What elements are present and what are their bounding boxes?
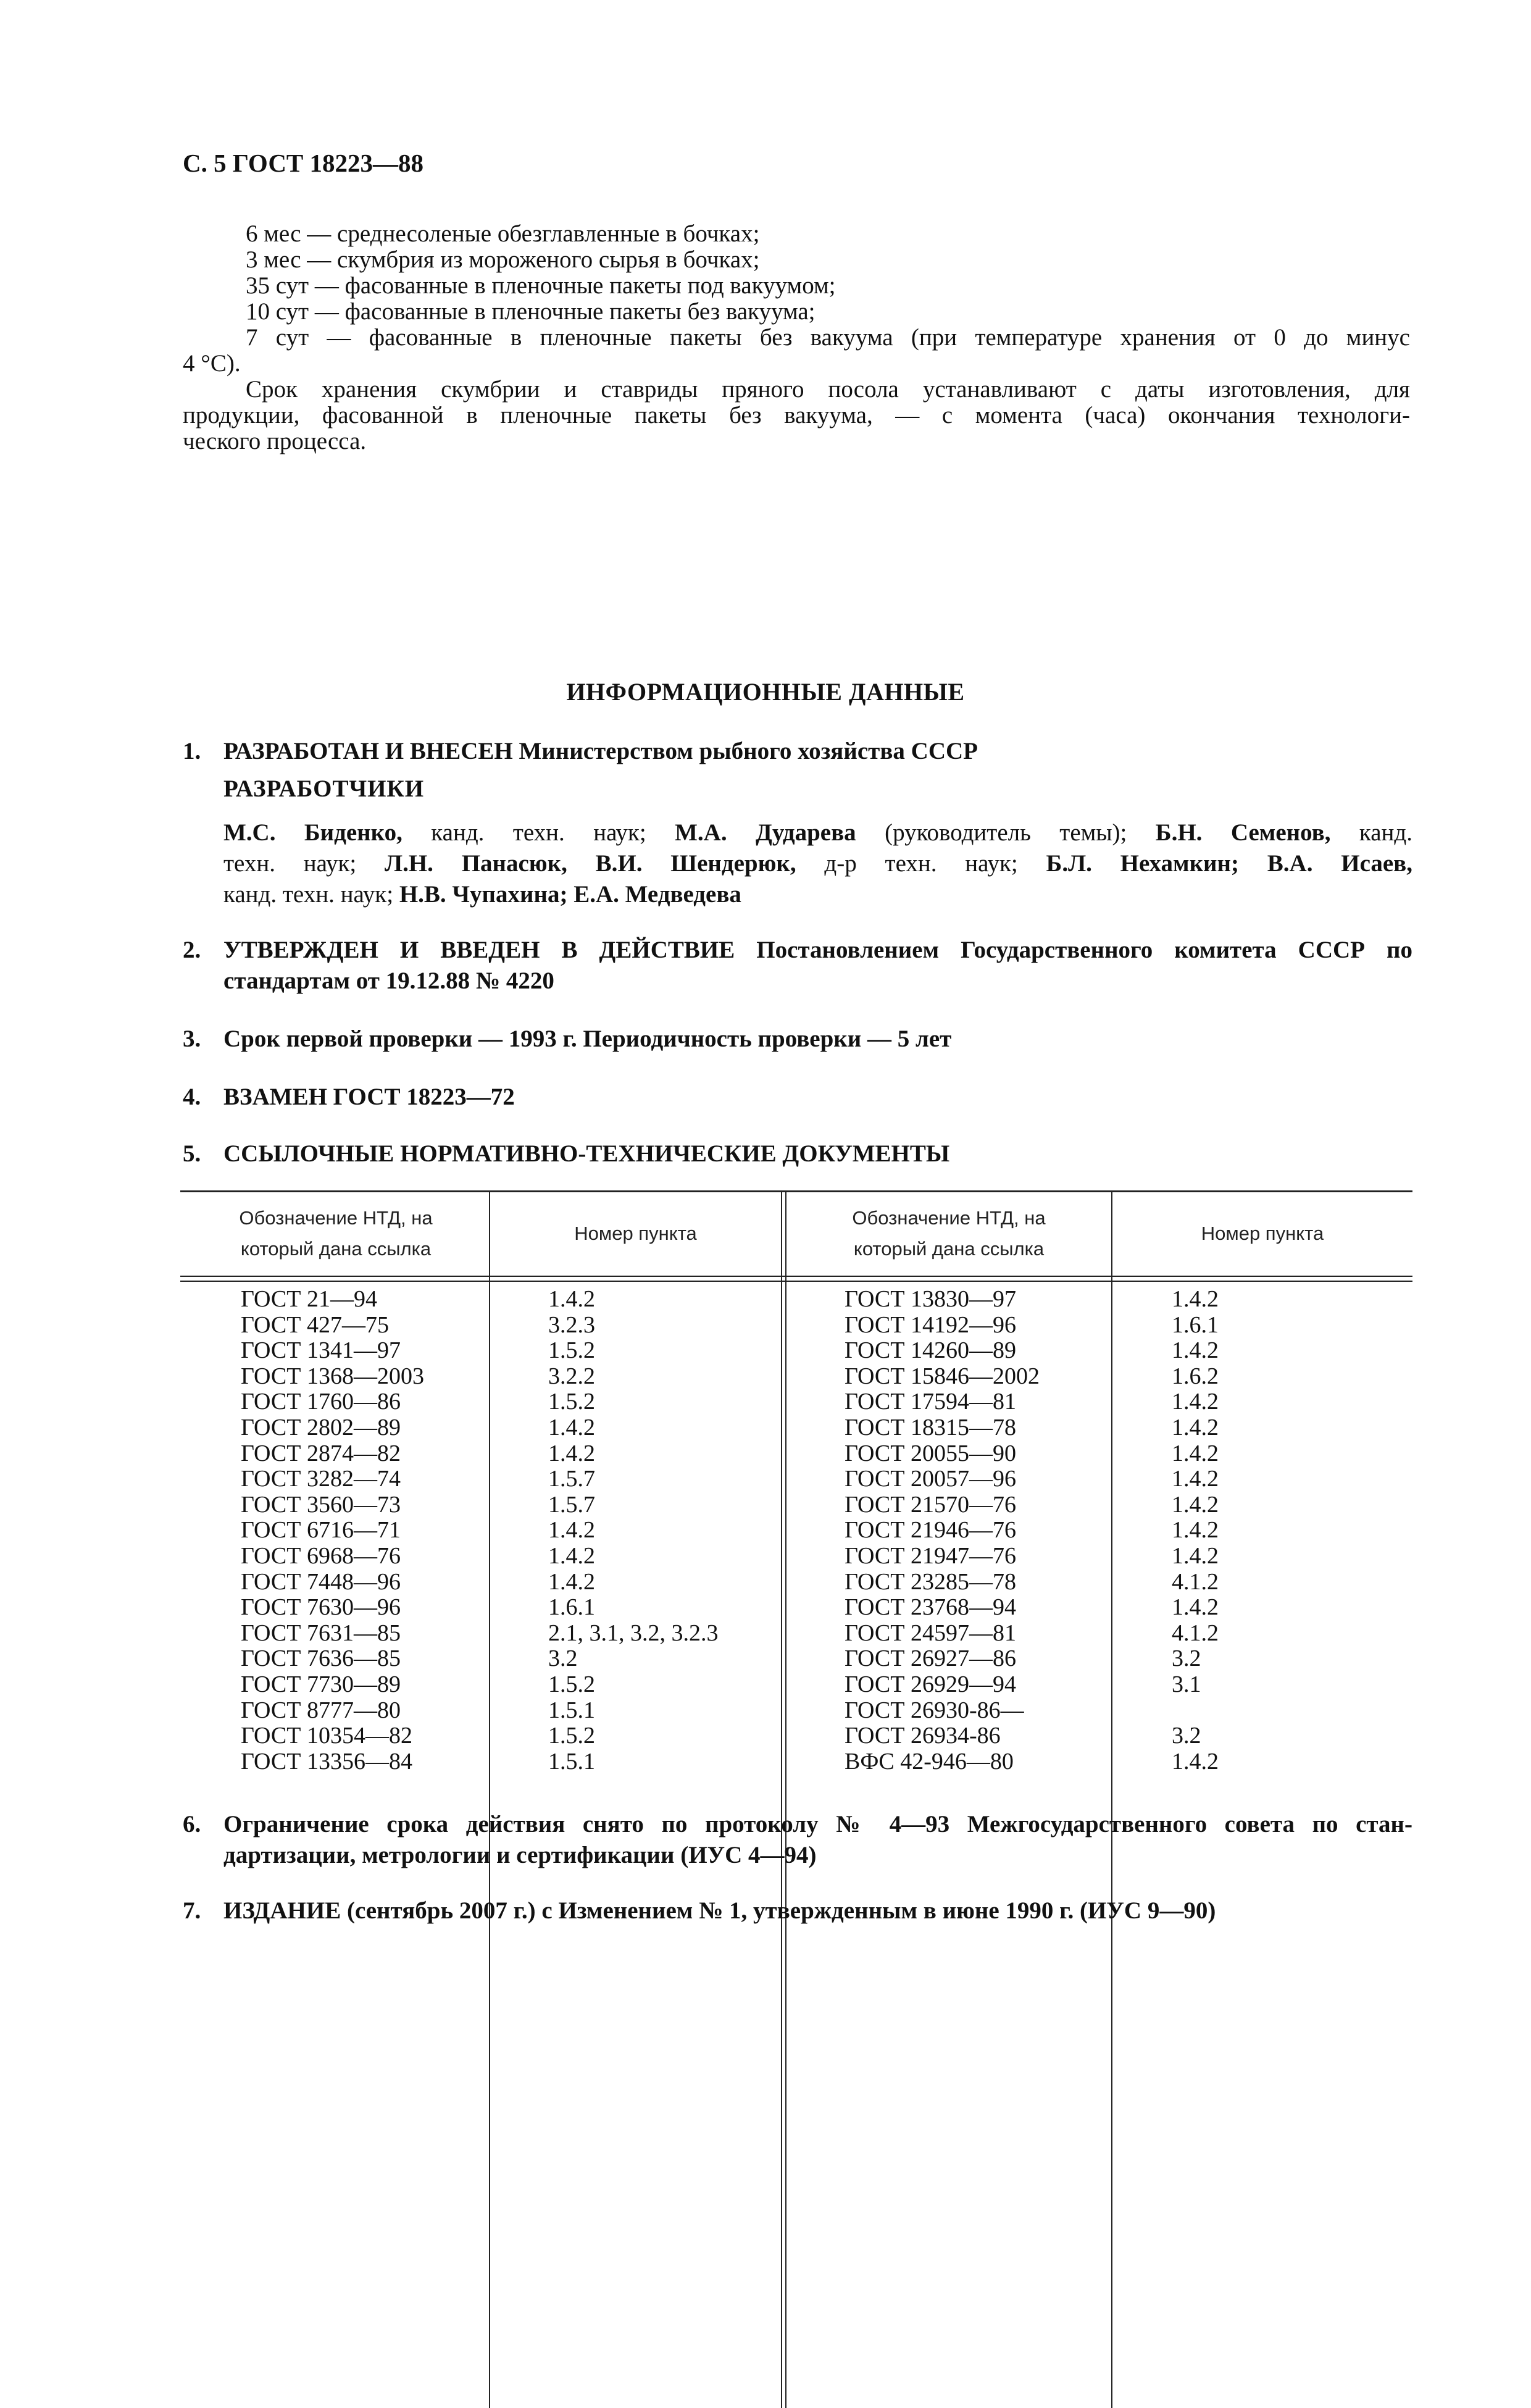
- table-clause-left: 1.5.1: [548, 1748, 595, 1775]
- table-clause-right: 1.6.1: [1172, 1311, 1219, 1338]
- developers-line: [223, 817, 1412, 848]
- table-clause-right: 4.1.2: [1172, 1620, 1219, 1646]
- developer-degree: д-р техн. наук;: [796, 850, 1046, 877]
- table-clause-right: 3.1: [1172, 1671, 1201, 1697]
- item-number: 5.: [183, 1140, 201, 1167]
- developer-name: Н.В. Чупахина; Е.А. Медведева: [399, 881, 741, 908]
- table-doc-left: ГОСТ 7630—96: [241, 1594, 401, 1621]
- table-doc-right: ГОСТ 26929—94: [845, 1671, 1016, 1697]
- item-text-line: УТВЕРЖДЕН И ВВЕДЕН В ДЕЙСТВИЕ Постановлением Государственного комитета СССР по: [223, 937, 1412, 963]
- storage-term: 35 сут — фасованные в пленочные пакеты под вакуумом;: [246, 272, 836, 299]
- table-doc-left: ГОСТ 10354—82: [241, 1723, 412, 1749]
- table-clause-left: 3.2.2: [548, 1363, 595, 1389]
- header-document: [786, 1203, 1111, 1265]
- header-clause: Номер пункта: [574, 1223, 697, 1244]
- table-doc-right: ВФС 42-946—80: [845, 1748, 1014, 1775]
- storage-term: 3 мес — скумбрия из мороженого сырья в бочках;: [246, 246, 760, 273]
- table-clause-right: 3.2: [1172, 1723, 1201, 1749]
- table-clause-right: 4.1.2: [1172, 1568, 1219, 1595]
- table-column-divider: [785, 1192, 786, 2408]
- storage-paragraph-line: Срок хранения скумбрии и ставриды пряного посола устанавливают с даты изготовления, для: [246, 376, 1410, 403]
- table-clause-right: 1.4.2: [1172, 1466, 1219, 1492]
- header-document-line: который дана ссылка: [240, 1238, 432, 1260]
- table-doc-left: ГОСТ 7730—89: [241, 1671, 401, 1697]
- item-text: [223, 1809, 1412, 1871]
- storage-paragraph-line: ческого процесса.: [183, 428, 367, 454]
- header-document: [183, 1203, 489, 1265]
- table-clause-left: 1.5.2: [548, 1671, 595, 1697]
- table-doc-left: ГОСТ 427—75: [241, 1311, 389, 1338]
- table-doc-right: ГОСТ 26927—86: [845, 1645, 1016, 1672]
- table-header-rule: [180, 1281, 1412, 1282]
- table-doc-right: ГОСТ 15846—2002: [845, 1363, 1040, 1389]
- table-clause-right: 1.4.2: [1172, 1594, 1219, 1621]
- table-doc-right: ГОСТ 17594—81: [845, 1389, 1016, 1415]
- table-clause-left: 1.4.2: [548, 1517, 595, 1544]
- developer-name: Л.Н. Панасюк, В.И. Шендерюк,: [385, 850, 796, 877]
- table-clause-left: 1.5.1: [548, 1697, 595, 1723]
- storage-term: 7 сут — фасованные в пленочные пакеты без вакуума (при температуре хранения от 0 до минус: [246, 324, 1410, 351]
- table-clause-right: 1.4.2: [1172, 1415, 1219, 1440]
- developer-name: Б.Л. Нехамкин; В.А. Исаев,: [1046, 850, 1412, 877]
- item-number: 4.: [183, 1084, 201, 1110]
- item-text-line: дартизации, метрологии и сертификации (ИУС 4—94): [223, 1842, 817, 1868]
- header-document-line: который дана ссылка: [853, 1238, 1045, 1260]
- item-text: ИЗДАНИЕ (сентябрь 2007 г.) с Изменением № 1, утвержденным в июне 1990 г. (ИУС 9—90): [223, 1897, 1216, 1924]
- table-doc-left: ГОСТ 3282—74: [241, 1466, 401, 1492]
- table-clause-right: 1.4.2: [1172, 1389, 1219, 1415]
- table-doc-left: ГОСТ 3560—73: [241, 1491, 401, 1518]
- table-doc-left: ГОСТ 8777—80: [241, 1697, 401, 1723]
- developer-name: Б.Н. Семенов,: [1155, 819, 1331, 846]
- developer-degree: (руководитель темы);: [856, 819, 1156, 846]
- developers-heading: РАЗРАБОТЧИКИ: [223, 775, 425, 802]
- developer-degree: техн. наук;: [223, 850, 385, 877]
- table-clause-left: 1.5.2: [548, 1723, 595, 1749]
- table-doc-right: ГОСТ 13830—97: [845, 1286, 1016, 1312]
- table-clause-right: 1.4.2: [1172, 1517, 1219, 1544]
- header-document-line: Обозначение НТД, на: [239, 1207, 433, 1229]
- item-text: ВЗАМЕН ГОСТ 18223—72: [223, 1084, 515, 1110]
- table-doc-left: ГОСТ 7631—85: [241, 1620, 401, 1646]
- item-text: [223, 935, 1412, 997]
- table-doc-right: ГОСТ 14192—96: [845, 1311, 1016, 1338]
- table-clause-left: 2.1, 3.1, 3.2, 3.2.3: [548, 1620, 719, 1646]
- storage-paragraph-line: продукции, фасованной в пленочные пакеты без вакуума, — с момента (часа) окончания технологи-: [183, 402, 1410, 429]
- table-doc-right: ГОСТ 21946—76: [845, 1517, 1016, 1544]
- item-text: ССЫЛОЧНЫЕ НОРМАТИВНО-ТЕХНИЧЕСКИЕ ДОКУМЕНТЫ: [223, 1140, 950, 1167]
- table-clause-right: 1.6.2: [1172, 1363, 1219, 1389]
- developers-line: [223, 879, 1412, 910]
- table-doc-left: ГОСТ 7448—96: [241, 1568, 401, 1595]
- storage-term: 6 мес — среднесоленые обезглавленные в бочках;: [246, 220, 760, 247]
- table-clause-left: 1.5.7: [548, 1466, 595, 1492]
- header-document-line: Обозначение НТД, на: [852, 1207, 1046, 1229]
- developer-degree: канд.: [1330, 819, 1413, 846]
- table-clause-left: 1.5.2: [548, 1389, 595, 1415]
- storage-term-continuation: 4 °С).: [183, 350, 241, 377]
- table-clause-left: 1.4.2: [548, 1543, 595, 1569]
- item-text: РАЗРАБОТАН И ВНЕСЕН Министерством рыбного хозяйства СССР: [223, 738, 978, 764]
- developers-list: [223, 817, 1412, 910]
- table-clause-right: 1.4.2: [1172, 1748, 1219, 1775]
- item-text-line: Ограничение срока действия снято по протоколу № 4—93 Межгосударственного совета по стан-: [223, 1811, 1412, 1837]
- table-doc-left: ГОСТ 13356—84: [241, 1748, 412, 1775]
- item-number: 2.: [183, 937, 201, 963]
- table-doc-right: ГОСТ 21947—76: [845, 1543, 1016, 1569]
- item-number: 7.: [183, 1897, 201, 1924]
- table-doc-right: ГОСТ 23285—78: [845, 1568, 1016, 1595]
- table-clause-right: 1.4.2: [1172, 1491, 1219, 1518]
- table-doc-left: ГОСТ 6716—71: [241, 1517, 401, 1544]
- table-doc-right: ГОСТ 21570—76: [845, 1491, 1016, 1518]
- developers-line: [223, 848, 1412, 879]
- table-clause-right: 1.4.2: [1172, 1543, 1219, 1569]
- developer-degree: канд. техн. наук;: [402, 819, 675, 846]
- table-clause-left: 1.4.2: [548, 1440, 595, 1466]
- table-doc-right: ГОСТ 24597—81: [845, 1620, 1016, 1646]
- table-clause-left: 1.6.1: [548, 1594, 595, 1621]
- table-clause-right: 1.4.2: [1172, 1337, 1219, 1364]
- header-clause: Номер пункта: [1201, 1223, 1324, 1244]
- storage-term: 10 сут — фасованные в пленочные пакеты без вакуума;: [246, 298, 816, 325]
- table-doc-right: ГОСТ 26930-86—: [845, 1697, 1024, 1723]
- table-doc-right: ГОСТ 26934-86: [845, 1723, 1001, 1749]
- table-column-divider: [1111, 1192, 1112, 2408]
- developer-degree: канд. техн. наук;: [223, 881, 399, 908]
- table-top-rule: [180, 1190, 1412, 1192]
- table-column-divider: [781, 1192, 782, 2408]
- table-doc-left: ГОСТ 2802—89: [241, 1415, 401, 1440]
- table-doc-right: ГОСТ 23768—94: [845, 1594, 1016, 1621]
- table-clause-right: 3.2: [1172, 1645, 1201, 1672]
- table-clause-left: 1.4.2: [548, 1415, 595, 1440]
- table-doc-right: ГОСТ 18315—78: [845, 1415, 1016, 1440]
- table-clause-left: 3.2.3: [548, 1311, 595, 1338]
- table-clause-right: 1.4.2: [1172, 1440, 1219, 1466]
- page-header: С. 5 ГОСТ 18223—88: [183, 149, 424, 177]
- item-number: 3.: [183, 1026, 201, 1052]
- table-clause-left: 1.4.2: [548, 1568, 595, 1595]
- table-doc-right: ГОСТ 20057—96: [845, 1466, 1016, 1492]
- item-text: Срок первой проверки — 1993 г. Периодичность проверки — 5 лет: [223, 1026, 952, 1052]
- item-number: 6.: [183, 1811, 201, 1837]
- table-doc-right: ГОСТ 20055—90: [845, 1440, 1016, 1466]
- table-doc-left: ГОСТ 2874—82: [241, 1440, 401, 1466]
- table-header-rule: [180, 1276, 1412, 1277]
- table-doc-left: ГОСТ 1368—2003: [241, 1363, 424, 1389]
- table-clause-left: 3.2: [548, 1645, 578, 1672]
- table-doc-left: ГОСТ 21—94: [241, 1286, 377, 1312]
- info-title: ИНФОРМАЦИОННЫЕ ДАННЫЕ: [566, 678, 965, 706]
- table-column-divider: [489, 1192, 490, 2408]
- item-number: 1.: [183, 738, 201, 764]
- developer-name: М.А. Дударева: [675, 819, 856, 846]
- table-doc-left: ГОСТ 1341—97: [241, 1337, 401, 1364]
- table-clause-left: 1.5.2: [548, 1337, 595, 1364]
- item-text-line: стандартам от 19.12.88 № 4220: [223, 968, 554, 994]
- table-doc-left: ГОСТ 1760—86: [241, 1389, 401, 1415]
- table-doc-left: ГОСТ 7636—85: [241, 1645, 401, 1672]
- table-doc-right: ГОСТ 14260—89: [845, 1337, 1016, 1364]
- table-clause-left: 1.5.7: [548, 1491, 595, 1518]
- table-clause-left: 1.4.2: [548, 1286, 595, 1312]
- table-doc-left: ГОСТ 6968—76: [241, 1543, 401, 1569]
- table-clause-right: 1.4.2: [1172, 1286, 1219, 1312]
- developer-name: М.С. Биденко,: [223, 819, 403, 846]
